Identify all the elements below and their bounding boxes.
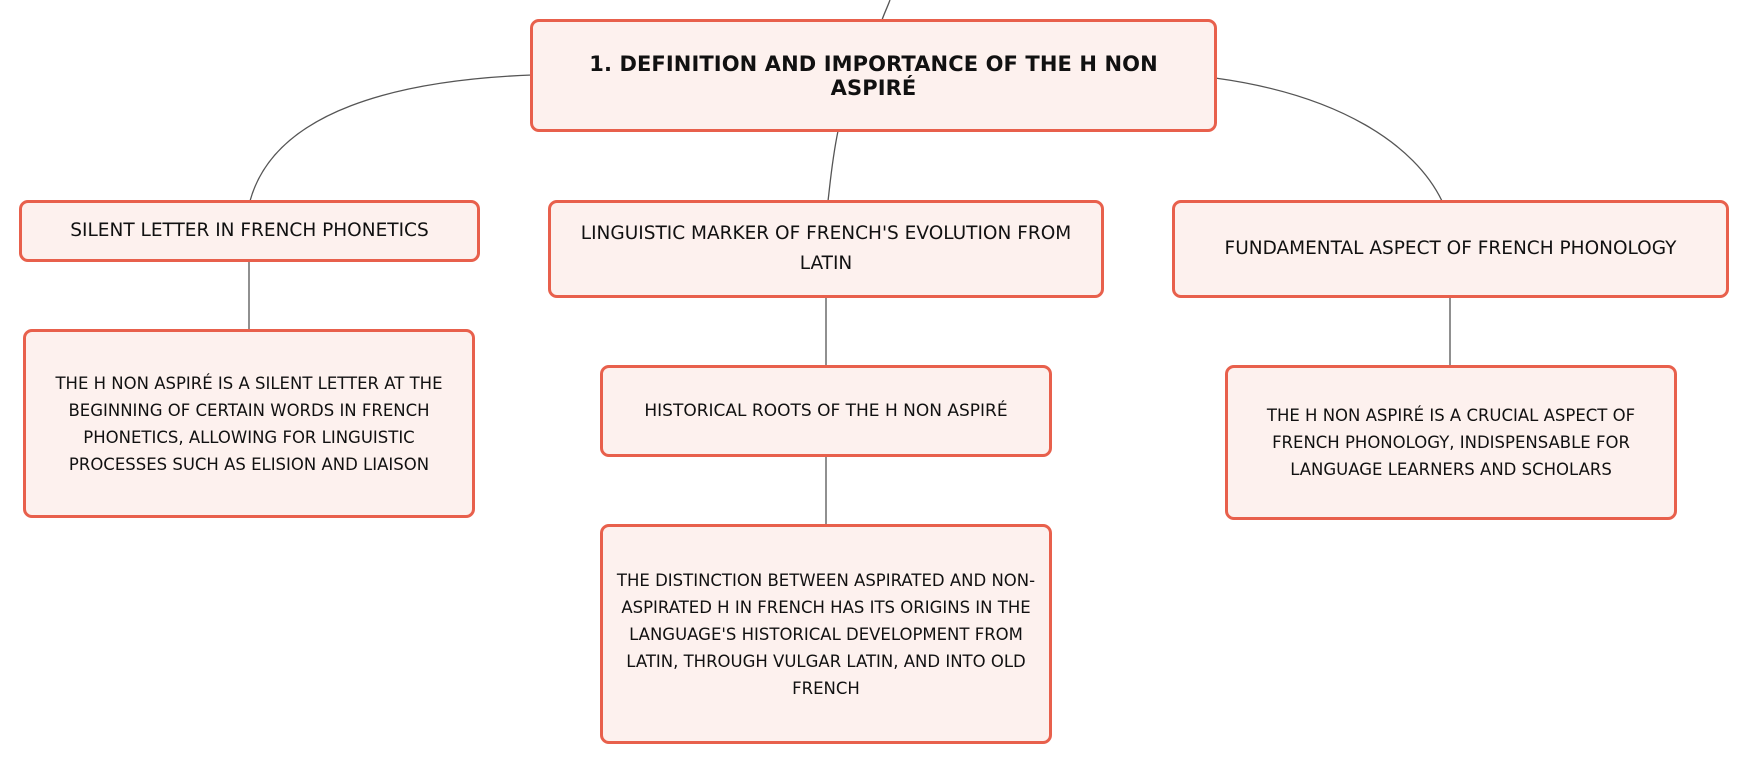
connector-root-parent bbox=[882, 0, 890, 20]
connector-root-to-branch-left bbox=[250, 75, 532, 201]
leaf-node-silent-letter-detail[interactable] bbox=[23, 329, 475, 518]
branch-node-silent-letter[interactable] bbox=[19, 200, 480, 262]
leaf-node-fundamental-detail[interactable] bbox=[1225, 365, 1677, 520]
leaf-label: THE DISTINCTION BETWEEN ASPIRATED AND NON-ASPIRATED H IN FRENCH HAS ITS ORIGINS IN THE LANGUAGE'S HISTORICAL DEVELOPMENT FROM LATIN, THROUGH VULGAR LATIN, AND INTO OLD FRENCH bbox=[616, 570, 1036, 698]
connector-root-to-branch-middle bbox=[828, 131, 838, 201]
branch-node-fundamental-aspect[interactable] bbox=[1172, 200, 1729, 298]
sub-topic-node-historical-roots[interactable] bbox=[600, 365, 1052, 457]
branch-node-linguistic-marker[interactable] bbox=[548, 200, 1104, 298]
leaf-label: THE H NON ASPIRÉ IS A SILENT LETTER AT THE BEGINNING OF CERTAIN WORDS IN FRENCH PHONETICS, ALLOWING FOR LINGUISTIC PROCESSES SUCH AS ELISION AND LIAISON bbox=[55, 373, 443, 474]
leaf-label: THE H NON ASPIRÉ IS A CRUCIAL ASPECT OF FRENCH PHONOLOGY, INDISPENSABLE FOR LANGUAGE LEARNERS AND SCHOLARS bbox=[1266, 406, 1636, 479]
connector-root-to-branch-right bbox=[1215, 78, 1442, 201]
branch-label: LINGUISTIC MARKER OF FRENCH'S EVOLUTION FROM LATIN bbox=[580, 223, 1072, 274]
branch-label: SILENT LETTER IN FRENCH PHONETICS bbox=[70, 220, 429, 241]
root-topic-node[interactable] bbox=[530, 19, 1217, 132]
root-topic-label: 1. DEFINITION AND IMPORTANCE OF THE H NON ASPIRÉ bbox=[589, 51, 1158, 100]
branch-label: FUNDAMENTAL ASPECT OF FRENCH PHONOLOGY bbox=[1224, 238, 1677, 259]
leaf-node-historical-detail[interactable] bbox=[600, 524, 1052, 744]
sub-topic-label: HISTORICAL ROOTS OF THE H NON ASPIRÉ bbox=[644, 401, 1008, 421]
